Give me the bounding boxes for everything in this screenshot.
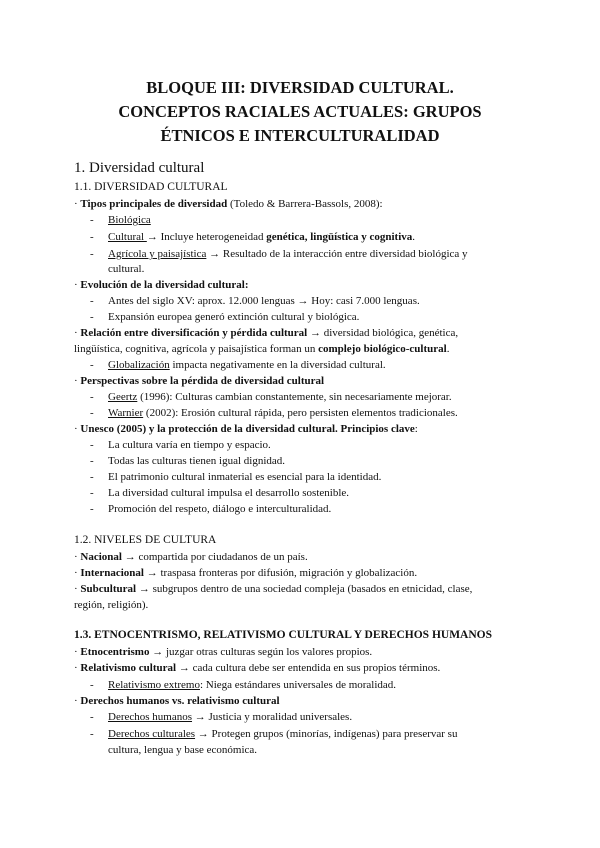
relacion-line: · Relación entre diversificación y pérdida cultural → diversidad biológica, genética, — [74, 327, 459, 339]
nivel-subcultural: Subcultural — [80, 583, 137, 595]
item-text: lingüística, cognitiva, agrícola y paisajística forman un — [74, 343, 319, 355]
list-item: Todas las culturas tienen igual dignidad. — [108, 455, 286, 467]
dash: - — [90, 711, 94, 723]
dash: - — [90, 471, 94, 483]
list-item — [108, 357, 386, 373]
tipos-label: Tipos principales de diversidad — [80, 198, 228, 210]
tipos-cite: (Toledo & Barrera-Bassols, 2008): — [227, 198, 383, 210]
list-item: La cultura varía en tiempo y espacio. — [108, 439, 271, 451]
list-item: Expansión europea generó extinción cultural y biológica. — [108, 311, 360, 323]
list-item-cont: cultural. — [108, 263, 145, 275]
relativismo-cultural: Relativismo cultural — [80, 662, 177, 674]
nivel-line: · Internacional → traspasa fronteras por difusión, migración y globalización. — [74, 567, 418, 579]
dash: - — [90, 311, 94, 323]
dash: - — [90, 679, 94, 691]
dash: - — [90, 391, 94, 403]
nivel-internacional: Internacional — [80, 567, 144, 579]
item-bold: complejo biológico-cultural — [318, 343, 447, 355]
dash: - — [90, 455, 94, 467]
list-item — [108, 389, 452, 405]
evolucion-line: · Evolución de la diversidad cultural: — [74, 279, 249, 291]
relativismo-extremo: Relativismo extremo — [108, 679, 200, 691]
title-line-3: ÉTNICOS E INTERCULTURALIDAD — [160, 126, 440, 145]
nivel-line: · Subcultural → subgrupos dentro de una sociedad compleja (basados en etnicidad, clase, — [74, 583, 473, 595]
item-text: . — [446, 343, 450, 355]
dash: - — [90, 503, 94, 515]
list-item: La diversidad cultural impulsa el desarrollo sostenible. — [108, 487, 350, 499]
unesco-label: Unesco (2005) y la protección de la diversidad cultural. Principios clave — [80, 423, 415, 435]
relacion-label: Relación entre diversificación y pérdida cultural — [80, 327, 308, 339]
item-text: (2002): Erosión cultural rápida, pero persisten elementos tradicionales. — [143, 407, 458, 419]
document-title — [60, 76, 540, 148]
item-text: → traspasa fronteras por difusión, migración y globalización. — [143, 567, 418, 579]
dash: - — [90, 487, 94, 499]
list-item: El patrimonio cultural inmaterial es esencial para la identidad. — [108, 471, 382, 483]
derechos-culturales: Derechos culturales — [108, 728, 196, 740]
list-item: Promoción del respeto, diálogo e interculturalidad. — [108, 503, 332, 515]
item-text: : Niega estándares universales de moralidad. — [199, 679, 397, 691]
item-text: → diversidad biológica, genética, — [307, 327, 459, 339]
item-text: : — [414, 423, 418, 435]
dash: - — [90, 231, 94, 243]
list-item — [108, 726, 457, 742]
perspectivas-line: · Perspectivas sobre la pérdida de diversidad cultural — [74, 375, 325, 387]
list-item — [108, 709, 352, 725]
perspectivas-label: Perspectivas sobre la pérdida de diversidad cultural — [80, 375, 325, 387]
item-text: impacta negativamente en la diversidad cultural. — [169, 359, 386, 371]
relacion-cont — [74, 341, 449, 357]
bullet: · — [74, 198, 78, 210]
list-item — [108, 677, 396, 693]
item-text: (1996): Culturas cambian constantemente, sin necesariamente mejorar. — [137, 391, 452, 403]
item-text: . — [412, 231, 416, 243]
nivel-nacional: Nacional — [80, 551, 122, 563]
list-item — [108, 229, 415, 245]
dash: - — [90, 728, 94, 740]
derechos-vs-relativismo: Derechos humanos vs. relativismo cultural — [80, 695, 280, 707]
relativismo-line: · Relativismo cultural → cada cultura debe ser entendida en sus propios términos. — [74, 662, 441, 674]
geertz: Geertz — [108, 391, 138, 403]
subsection-heading-1-3: 1.3. ETNOCENTRISMO, RELATIVISMO CULTURAL Y DERECHOS HUMANOS — [74, 629, 493, 641]
item-text: → Protegen grupos (minorías, indígenas) para preservar su — [195, 728, 458, 740]
evolucion-label: Evolución de la diversidad cultural: — [80, 279, 249, 291]
etno-line: · Etnocentrismo → juzgar otras culturas según los valores propios. — [74, 646, 373, 658]
list-item — [108, 246, 468, 262]
list-item: Antes del siglo XV: aprox. 12.000 lenguas → Hoy: casi 7.000 lenguas. — [108, 295, 420, 307]
section-heading: 1. Diversidad cultural — [74, 160, 205, 176]
etnocentrismo: Etnocentrismo — [80, 646, 150, 658]
item-text: → Resultado de la interacción entre diversidad biológica y — [206, 248, 468, 260]
tipos-biologica: Biológica — [108, 214, 151, 226]
title-line-2: CONCEPTOS RACIALES ACTUALES: GRUPOS — [118, 102, 482, 121]
item-text: → Justicia y moralidad universales. — [192, 711, 353, 723]
item-text: → cada cultura debe ser entendida en sus propios términos. — [176, 662, 441, 674]
subsection-heading-1-1: 1.1. DIVERSIDAD CULTURAL — [74, 181, 228, 193]
globalizacion: Globalización — [108, 359, 170, 371]
warnier: Warnier — [108, 407, 144, 419]
unesco-line: · Unesco (2005) y la protección de la diversidad cultural. Principios clave: — [74, 423, 418, 435]
dash: - — [90, 407, 94, 419]
dash: - — [90, 439, 94, 451]
list-item — [108, 405, 458, 421]
tipos-cultural: Cultural — [108, 231, 147, 243]
title-line-1: BLOQUE III: DIVERSIDAD CULTURAL. — [146, 78, 454, 97]
list-item-cont: cultura, lengua y base económica. — [108, 744, 258, 756]
subsection-heading-1-2: 1.2. NIVELES DE CULTURA — [74, 534, 217, 546]
item-text: → compartida por ciudadanos de un país. — [121, 551, 308, 563]
tipos-agricola: Agrícola y paisajística — [108, 248, 207, 260]
list-item — [108, 212, 151, 228]
item-text: → Incluye heterogeneidad — [146, 231, 267, 243]
tipos-line — [74, 196, 383, 212]
item-text: → juzgar otras culturas según los valores propios. — [149, 646, 373, 658]
item-text: → subgrupos dentro de una sociedad compleja (basados en etnicidad, clase, — [136, 583, 473, 595]
dash: - — [90, 214, 94, 226]
derechos-line: · Derechos humanos vs. relativismo cultural — [74, 695, 280, 707]
nivel-cont: región, religión). — [74, 599, 149, 611]
item-bold: genética, lingüística y cognitiva — [266, 231, 413, 243]
dash: - — [90, 359, 94, 371]
nivel-line: · Nacional → compartida por ciudadanos de un país. — [74, 551, 308, 563]
derechos-humanos: Derechos humanos — [108, 711, 193, 723]
dash: - — [90, 295, 94, 307]
dash: - — [90, 248, 94, 260]
